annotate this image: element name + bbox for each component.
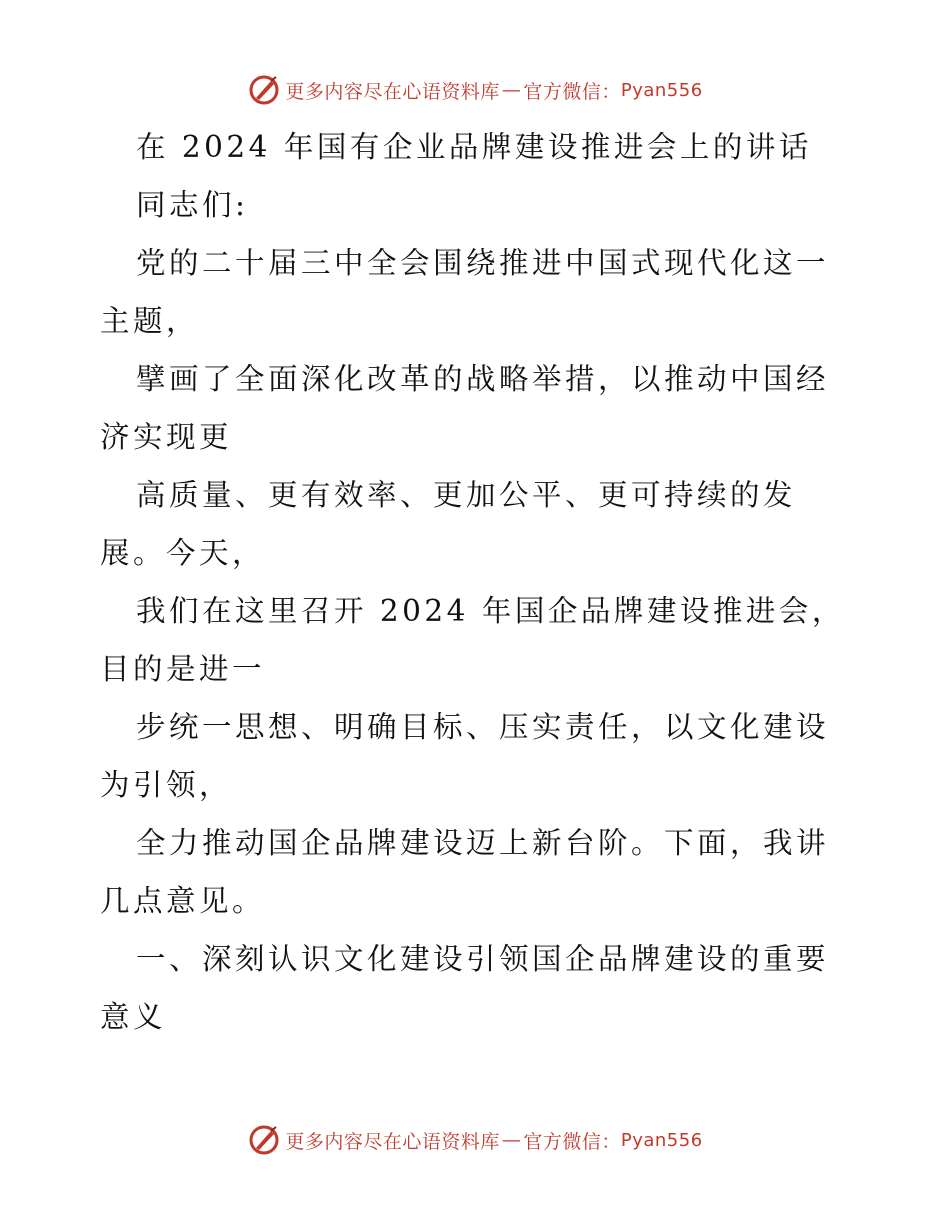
paragraph-line: 目的是进一: [100, 652, 266, 686]
banner-brand-text: 更多内容尽在心语资料库: [285, 1130, 500, 1153]
paragraph-line: 济实现更: [100, 420, 233, 454]
paragraph-line: 我们在这里召开 2024 年国企品牌建设推进会，: [136, 594, 845, 628]
section-heading-continued: 意义: [100, 1000, 167, 1034]
header-watermark-banner: [0, 70, 950, 110]
paragraph-line: 为引领，: [100, 768, 233, 802]
banner-channel-label: 官方微信：: [523, 80, 621, 103]
paragraph-line: 主题，: [100, 304, 200, 338]
salutation: 同志们:: [136, 188, 249, 222]
document-title: 在 2024 年国有企业品牌建设推进会上的讲话: [136, 130, 812, 164]
banner-dash: —: [501, 79, 522, 101]
section-heading: 一、深刻认识文化建设引领国企品牌建设的重要: [136, 942, 830, 976]
paragraph-line: 展。今天，: [100, 536, 266, 570]
paragraph-line: 步统一思想、明确目标、压实责任，以文化建设: [136, 710, 830, 744]
quill-pen-icon: [247, 1123, 281, 1157]
paragraph-line: 擘画了全面深化改革的战略举措，以推动中国经: [136, 362, 830, 396]
quill-pen-icon: [247, 73, 281, 107]
banner-dash: —: [501, 1129, 522, 1151]
footer-watermark-banner: [0, 1120, 950, 1160]
banner-brand-text: 更多内容尽在心语资料库: [285, 80, 500, 103]
banner-wechat-id: Pyan556: [620, 1129, 703, 1151]
document-body: [100, 118, 860, 1046]
banner-wechat-id: Pyan556: [620, 79, 703, 101]
paragraph-line: 高质量、更有效率、更加公平、更可持续的发: [136, 478, 797, 512]
paragraph-line: 党的二十届三中全会围绕推进中国式现代化这一: [136, 246, 830, 280]
paragraph-line: 全力推动国企品牌建设迈上新台阶。下面，我讲: [136, 826, 830, 860]
banner-channel-label: 官方微信：: [523, 1130, 621, 1153]
paragraph-line: 几点意见。: [100, 884, 266, 918]
